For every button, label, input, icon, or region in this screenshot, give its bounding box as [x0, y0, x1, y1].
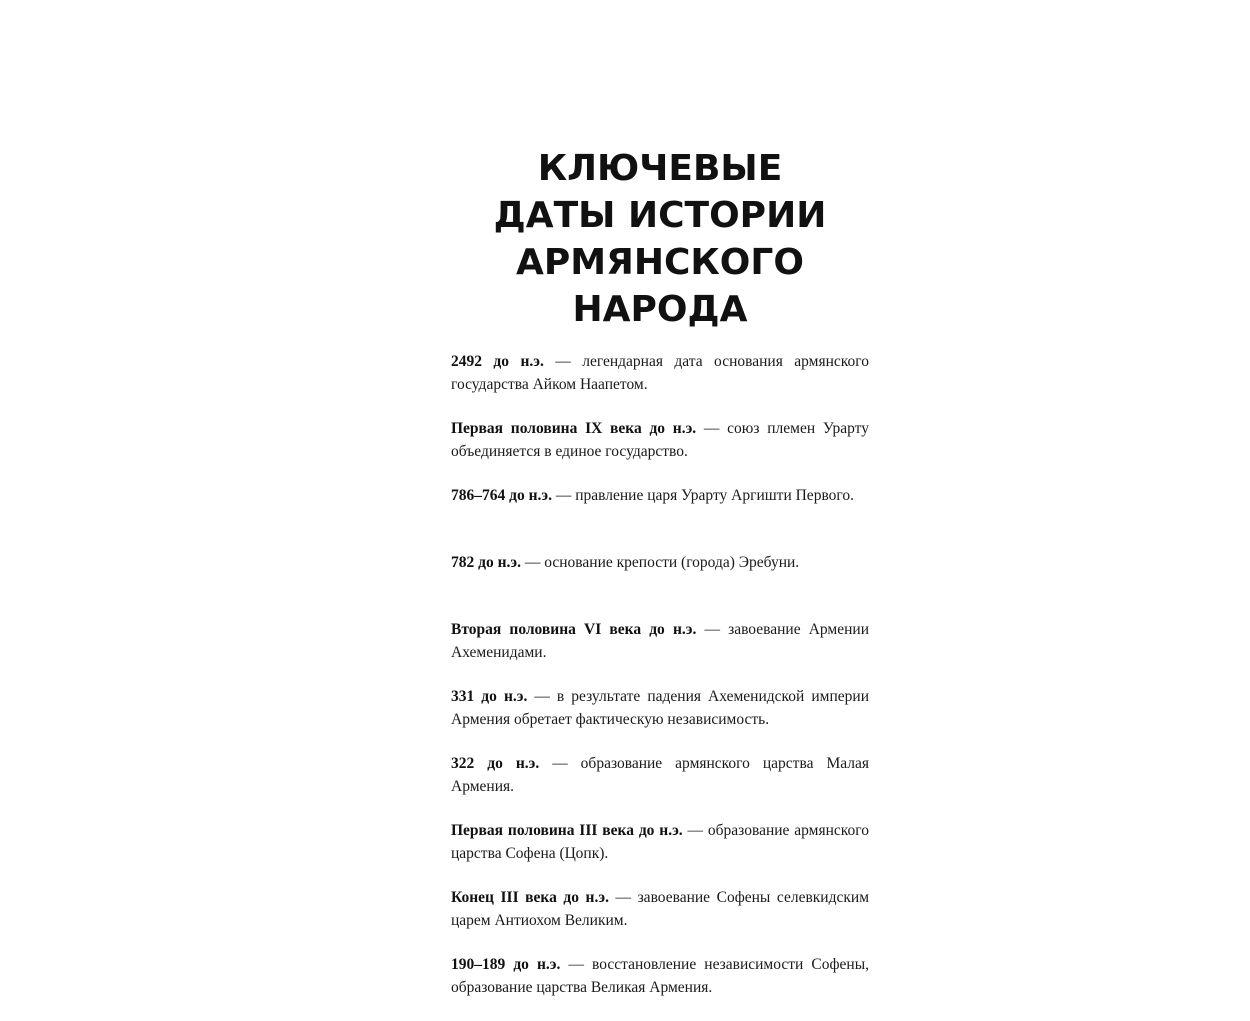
entry-date: 190–189 до н.э. [451, 956, 561, 973]
entry-text: — в результате падения Ахеменидской империи Армения обретает фактическую независимость. [451, 688, 869, 728]
timeline-list [451, 351, 869, 1021]
entry-text: — завоевание Софены селевкидским царем Антиохом Великим. [451, 889, 869, 929]
entry-date: 2492 до н.э. [451, 353, 544, 370]
timeline-entry [451, 887, 869, 932]
entry-date: 786–764 до н.э. [451, 487, 552, 504]
title-line: КЛЮЧЕВЫЕ [537, 148, 783, 189]
entry-text: — образование армянского царства Малая Армения. [451, 755, 869, 795]
entry-date: 331 до н.э. [451, 688, 528, 705]
title-line: НАРОДА [572, 289, 748, 330]
entry-date: 322 до н.э. [451, 755, 540, 772]
entry-text: — завоевание Армении Ахеменидами. [451, 621, 869, 661]
entry-text: — правление царя Урарту Аргишти Первого. [551, 487, 854, 504]
title-line: ДАТЫ ИСТОРИИ [493, 195, 827, 236]
timeline-entry [451, 753, 869, 798]
timeline-entry [451, 954, 869, 999]
entry-text: — восстановление независимости Софены, образование царства Великая Армения. [451, 956, 869, 996]
entry-text: — основание крепости (города) Эребуни. [520, 554, 800, 571]
timeline-entry [451, 686, 869, 731]
timeline-entry [451, 485, 869, 530]
entry-date: Вторая половина VI века до н.э. [451, 621, 697, 638]
entry-text: — легендарная дата основания армянского государства Айком Наапетом. [451, 353, 869, 393]
timeline-entry [451, 351, 869, 396]
entry-text: — образование армянского царства Софена (Цопк). [451, 822, 870, 862]
page-title [451, 145, 869, 333]
document-page [451, 0, 869, 1000]
entry-date: Конец III века до н.э. [451, 889, 609, 906]
timeline-entry [451, 820, 869, 865]
entry-date: 782 до н.э. [451, 554, 521, 571]
entry-date: Первая половина III века до н.э. [451, 822, 683, 839]
entry-date: Первая половина IX века до н.э. [451, 420, 697, 437]
entry-text: — союз племен Урарту объединяется в единое государство. [451, 420, 869, 460]
timeline-entry [451, 418, 869, 463]
timeline-entry [451, 552, 869, 575]
title-line: АРМЯНСКОГО [516, 242, 804, 283]
timeline-entry [451, 619, 869, 664]
